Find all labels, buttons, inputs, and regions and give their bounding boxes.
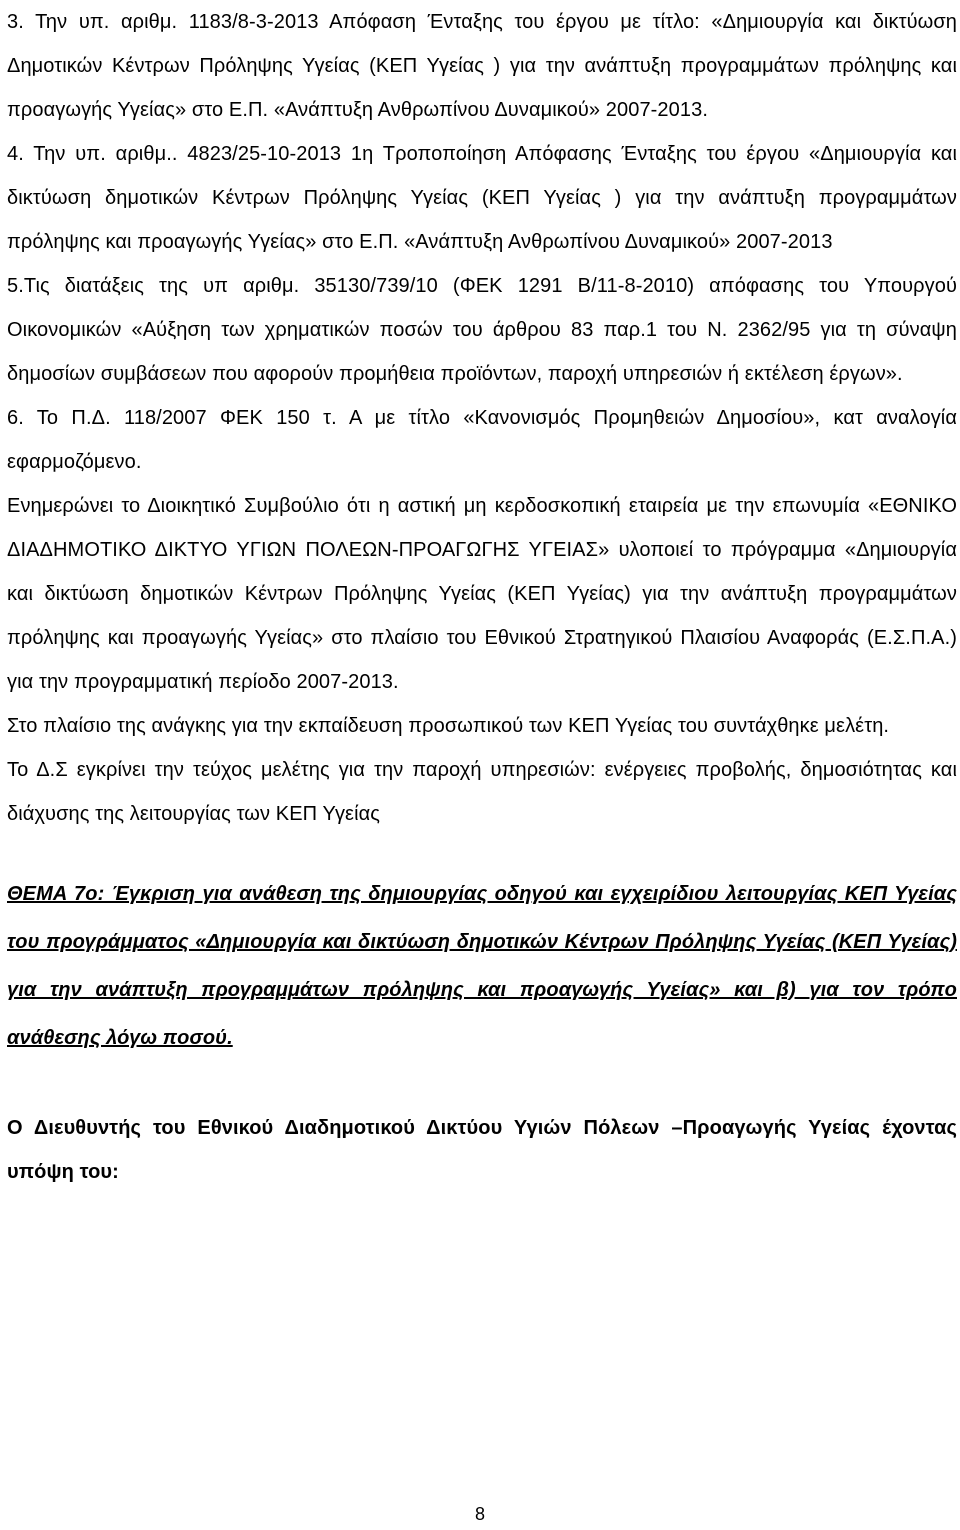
document-page — [7, 0, 957, 1530]
page-number: 8 — [474, 1504, 485, 1524]
body-paragraph-2: Στο πλαίσιο της ανάγκης για την εκπαίδευση προσωπικού των ΚΕΠ Υγείας του συντάχθηκε μελέτη. — [7, 715, 890, 737]
director-intro: Ο Διευθυντής του Εθνικού Διαδημοτικού Δικτύου Υγιών Πόλεων –Προαγωγής Υγείας έχοντας υπόψη του: — [7, 1117, 957, 1183]
list-item-3: 3. Την υπ. αριθμ. 1183/8-3-2013 Απόφαση Ένταξης του έργου με τίτλο: «Δημιουργία και δικτύωση Δημοτικών Κέντρων Πρόληψης Υγείας (ΚΕΠ Υγείας ) για την ανάπτυξη προγραμμάτων πρόληψης και προαγωγής Υγείας» στο Ε.Π. «Ανάπτυξη Ανθρωπίνου Δυναμικού» 2007-2013. — [7, 11, 957, 121]
list-item-5: 5.Τις διατάξεις της υπ αριθμ. 35130/739/10 (ΦΕΚ 1291 Β/11-8-2010) απόφασης του Υπουργού Οικονομικών «Αύξηση των χρηματικών ποσών του άρθρου 83 παρ.1 του Ν. 2362/95 για τη σύναψη δημοσίων συμβάσεων που αφορούν προμήθεια προϊόντων, παροχή υπηρεσιών ή εκτέλεση έργων». — [7, 275, 957, 385]
list-item-6: 6. Το Π.Δ. 118/2007 ΦΕΚ 150 τ. Α με τίτλο «Κανονισμός Προμηθειών Δημοσίου», κατ αναλογία εφαρμοζόμενο. — [7, 407, 957, 473]
body-paragraph-1: Ενημερώνει το Διοικητικό Συμβούλιο ότι η αστική μη κερδοσκοπική εταιρεία με την επωνυμία «ΕΘΝΙΚΟ ΔΙΑΔΗΜΟΤΙΚΟ ΔΙΚΤΥΟ ΥΓΙΩΝ ΠΟΛΕΩΝ-ΠΡΟΑΓΩΓΗΣ ΥΓΕΙΑΣ» υλοποιεί το πρόγραμμα «Δημιουργία και δικτύωση δημοτικών Κέντρων Πρόληψης Υγείας (ΚΕΠ Υγείας) για την ανάπτυξη προγραμμάτων πρόληψης και προαγωγής Υγείας» στο πλαίσιο του Εθνικού Στρατηγικού Πλαισίου Αναφοράς (Ε.Σ.Π.Α.) για την προγραμματική περίοδο 2007-2013. — [7, 495, 957, 693]
body-paragraph-3: Το Δ.Σ εγκρίνει την τεύχος μελέτης για την παροχή υπηρεσιών: ενέργειες προβολής, δημοσιότητας και διάχυσης της λειτουργίας των ΚΕΠ Υγείας — [7, 759, 957, 825]
theme-heading: ΘΕΜΑ 7ο: Έγκριση για ανάθεση της δημιουργίας οδηγού και εγχειρίδιου λειτουργίας ΚΕΠ Υγείας του προγράμματος «Δημιουργία και δικτύωση δημοτικών Κέντρων Πρόληψης Υγείας (ΚΕΠ Υγείας) για την ανάπτυξη προγραμμάτων πρόληψης και προαγωγής Υγείας» και β) για τον τρόπο ανάθεσης λόγω ποσού. — [7, 883, 957, 1049]
list-item-4: 4. Την υπ. αριθμ.. 4823/25-10-2013 1η Τροποποίηση Απόφασης Ένταξης του έργου «Δημιουργία και δικτύωση δημοτικών Κέντρων Πρόληψης Υγείας (ΚΕΠ Υγείας ) για την ανάπτυξη προγραμμάτων πρόληψης και προαγωγής Υγείας» στο Ε.Π. «Ανάπτυξη Ανθρωπίνου Δυναμικού» 2007-2013 — [7, 143, 957, 253]
